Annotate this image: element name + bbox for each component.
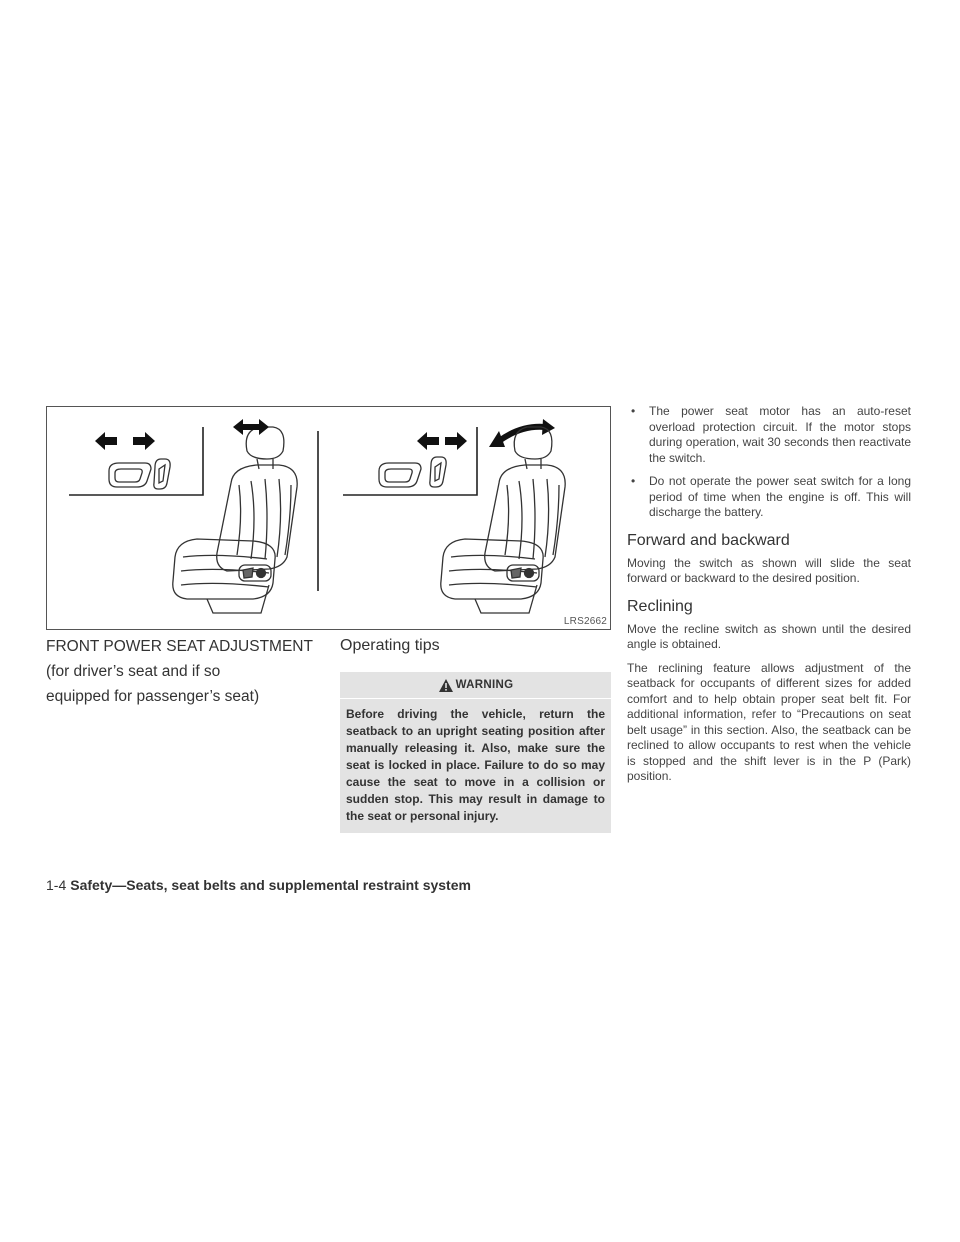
column-2 xyxy=(340,634,611,833)
chapter-title: Safety—Seats, seat belts and supplemental restraint system xyxy=(70,877,471,893)
warning-header xyxy=(340,672,611,699)
seat-recline-arrow-icon xyxy=(489,419,555,447)
reclining-heading: Reclining xyxy=(627,597,693,615)
bullet-marker: • xyxy=(631,404,636,418)
warning-triangle-icon xyxy=(438,678,454,693)
page-footer xyxy=(46,877,471,893)
list-item xyxy=(627,404,911,466)
warning-label: WARNING xyxy=(455,679,514,691)
seat-adjustment-figure xyxy=(46,406,611,630)
power-seat-switch-icon xyxy=(379,457,446,487)
seat-icon xyxy=(441,427,565,613)
list-item-text: The power seat motor has an auto-reset overload protection circuit. If the motor stops during operation, wait 30 seconds then reactivate the switch. xyxy=(649,404,911,465)
seat-slide-panel xyxy=(69,419,297,613)
reclining-text-2: The reclining feature allows adjustment of the seatback for occupants of different sizes for added comfort and to help obtain proper seat belt fit. For additional information, refer to “Precautions on seat belt usage” in this section. Also, the seatback can be reclined to allow occupants to rest when the vehicle is stopped and the shift lever is in the P (Park) position. xyxy=(627,660,911,783)
power-seat-switch-icon xyxy=(109,459,170,489)
operating-tips-heading: Operating tips xyxy=(340,637,440,654)
warning-text: Before driving the vehicle, return the seatback to an upright seating position after manually releasing it. Also, make sure the seat is locked in place. Failure to do so may cause the seat to move in a collision or sudden stop. This may result in damage to the seat or personal injury. xyxy=(346,707,605,823)
seat-slide-arrows-icon xyxy=(233,419,269,435)
operating-tips-list xyxy=(627,404,911,521)
bullet-marker: • xyxy=(631,474,636,488)
section-title-line: (for driver’s seat and if so xyxy=(46,663,221,680)
seat-slide-arrows-icon xyxy=(95,432,155,450)
seat-recline-panel xyxy=(343,419,565,613)
reclining-text-1: Move the recline switch as shown until the desired angle is obtained. xyxy=(627,621,911,651)
figure-id: LRS2662 xyxy=(563,616,607,627)
forward-backward-text: Moving the switch as shown will slide the seat forward or backward to the desired position. xyxy=(627,555,911,585)
column-3 xyxy=(627,404,911,793)
seat-illustration xyxy=(47,407,610,629)
section-title-line: FRONT POWER SEAT ADJUSTMENT xyxy=(46,638,313,655)
page-number: 1-4 xyxy=(46,877,67,893)
column-1 xyxy=(46,634,330,709)
seat-slide-arrows-icon xyxy=(417,432,467,450)
warning-box xyxy=(340,672,611,833)
section-title xyxy=(46,634,330,709)
list-item xyxy=(627,474,911,521)
section-title-line: equipped for passenger’s seat) xyxy=(46,688,260,705)
seat-icon xyxy=(173,427,297,613)
list-item-text: Do not operate the power seat switch for a long period of time when the engine is off. This will discharge the battery. xyxy=(649,474,911,519)
forward-backward-heading: Forward and backward xyxy=(627,531,790,549)
